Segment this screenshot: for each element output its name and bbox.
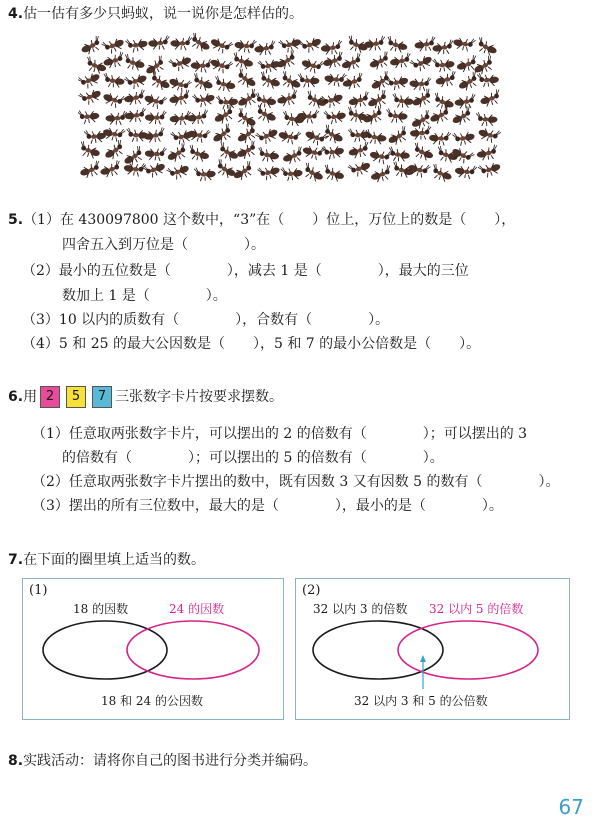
ant-icon — [300, 55, 325, 75]
number-card-5: 5 — [66, 386, 86, 408]
q6-line2: 的倍数有（ ）；可以摆出的 5 的倍数有（ ）。 — [62, 450, 444, 466]
ant-icon — [409, 51, 434, 74]
ant-icon — [478, 89, 502, 108]
ant-icon — [369, 165, 393, 184]
ant-icon — [409, 75, 431, 91]
ant-icon — [454, 162, 477, 180]
ant-icon — [78, 107, 100, 124]
q8-text: 实践活动：请将你自己的图书进行分类并编码。 — [23, 753, 318, 769]
ant-icon — [123, 54, 146, 72]
ant-icon — [127, 127, 149, 142]
ant-icon — [208, 34, 233, 56]
ant-icon — [277, 126, 301, 145]
q7-heading — [8, 551, 205, 569]
ant-icon — [298, 73, 319, 88]
ant-icon — [254, 40, 276, 55]
panel2-bottom-label: 32 以内 3 和 5 的公倍数 — [354, 694, 488, 708]
ant-icon — [214, 76, 237, 93]
ant-icon — [210, 123, 235, 146]
ant-icon — [476, 111, 498, 126]
venn2-right-circle[interactable] — [398, 621, 538, 679]
page-number: 67 — [558, 795, 584, 819]
ant-icon — [84, 56, 108, 75]
q4-line — [8, 5, 303, 23]
q5-number: 5. — [8, 212, 24, 228]
ant-icon — [168, 89, 191, 106]
ant-icon — [216, 142, 241, 163]
panel2-right-label: 32 以内 5 的倍数 — [429, 602, 524, 616]
ant-icon — [476, 144, 499, 161]
venn1-left-circle[interactable] — [43, 621, 167, 679]
venn1-right-circle[interactable] — [127, 621, 259, 679]
ant-icon — [278, 70, 303, 91]
ant-icon — [348, 126, 371, 142]
ant-icon — [105, 110, 127, 125]
panel2-left-label: 32 以内 3 的倍数 — [313, 602, 408, 616]
panel2-tag: (2) — [302, 583, 321, 598]
ant-icon — [321, 124, 346, 145]
ant-icon — [410, 125, 431, 139]
ant-icon — [216, 93, 239, 109]
q4-text: 估一估有多少只蚂蚁，说一说你是怎样估的。 — [23, 6, 304, 22]
ant-icon — [168, 52, 193, 73]
ant-icon — [432, 39, 454, 54]
ant-icon — [187, 144, 211, 162]
panel1-left-label: 18 的因数 — [73, 602, 129, 616]
q5-line1 — [8, 211, 515, 229]
ant-icon — [191, 73, 215, 93]
q6-number: 6. — [8, 389, 24, 405]
q7-number: 7. — [8, 552, 24, 568]
ant-icon — [475, 36, 500, 57]
ant-icon — [148, 35, 169, 49]
ant-icon — [386, 72, 410, 91]
ant-icon — [386, 108, 407, 122]
ant-icon — [388, 147, 410, 162]
ant-icon — [234, 123, 259, 145]
ant-icon — [432, 56, 455, 73]
ant-icon — [190, 57, 212, 73]
ant-icon — [456, 71, 481, 93]
ant-icon — [144, 145, 166, 161]
ant-icon — [78, 141, 102, 160]
q6-pre: 用 — [23, 389, 38, 405]
ant-icon — [477, 71, 499, 87]
q8-line — [8, 752, 317, 770]
ant-icon — [452, 128, 476, 147]
ant-icon — [428, 105, 453, 126]
number-card-2: 2 — [40, 386, 60, 408]
ant-icon — [432, 92, 456, 111]
venn-panel-2 — [295, 578, 570, 720]
number-card-7: 7 — [92, 386, 112, 408]
q6-line4: （3）摆出的所有三位数中，最大的是（ ），最小的是（ ）。 — [32, 498, 503, 514]
q4-number: 4. — [8, 6, 24, 22]
ant-icon — [124, 70, 149, 91]
q5-line3: （2）最小的五位数是（ ），减去 1 是（ ），最大的三位 — [22, 263, 469, 279]
ant-icon — [166, 160, 191, 182]
ant-icon — [258, 71, 282, 90]
ant-icon — [209, 54, 234, 75]
ant-icon — [121, 145, 146, 167]
ant-icon — [322, 142, 345, 160]
ant-icon — [385, 125, 410, 146]
ant-icon — [281, 165, 304, 182]
ant-icon — [298, 33, 323, 55]
ant-icon — [255, 124, 280, 146]
ant-icon — [102, 139, 127, 161]
q6-post: 三张数字卡片按要求摆数。 — [115, 389, 284, 405]
ants-group — [78, 33, 502, 184]
ant-icon — [78, 69, 102, 91]
ant-icon — [254, 104, 279, 124]
ant-icon — [301, 142, 325, 162]
ant-icon — [341, 72, 364, 90]
q5-line5: （3）10 以内的质数有（ ），合数有（ ）。 — [22, 312, 390, 328]
ant-icon — [347, 157, 372, 178]
ant-icon — [188, 33, 213, 54]
q6-heading — [8, 386, 283, 408]
q5-line4: 数加上 1 是（ ）。 — [62, 288, 227, 304]
ant-icon — [322, 164, 346, 183]
ant-icon — [235, 88, 260, 110]
ant-icon — [143, 90, 168, 111]
ant-icon — [79, 35, 104, 56]
pointer-arrow-icon — [420, 655, 426, 662]
ant-icon — [78, 160, 102, 179]
q8-number: 8. — [8, 753, 24, 769]
ant-swarm-illustration — [78, 33, 510, 185]
ant-icon — [144, 109, 166, 125]
ant-icon — [477, 124, 502, 144]
ant-icon — [165, 142, 190, 163]
ant-icon — [142, 158, 167, 179]
ant-icon — [170, 35, 192, 50]
ant-icon — [276, 89, 299, 107]
ant-icon — [389, 53, 411, 69]
ant-icon — [101, 124, 125, 144]
ant-icon — [434, 71, 457, 88]
ant-icon — [478, 158, 503, 179]
ant-icon — [194, 166, 216, 182]
ant-icon — [125, 35, 149, 53]
ant-icon — [450, 106, 475, 127]
ant-icon — [406, 159, 430, 179]
ant-icon — [231, 52, 255, 70]
ant-icon — [78, 85, 103, 107]
q6-line1: （1）任意取两张数字卡片，可以摆出的 2 的倍数有（ ）；可以摆出的 3 — [32, 426, 528, 442]
ant-icon — [321, 40, 342, 55]
ant-icon — [411, 142, 435, 162]
ant-icon — [367, 51, 392, 71]
q5-line6: （4）5 和 25 的最大公因数是（ ），5 和 7 的最小公倍数是（ ）。 — [22, 336, 481, 352]
ant-icon — [347, 141, 370, 159]
ant-icon — [187, 125, 211, 144]
ant-icon — [324, 107, 347, 125]
ant-icon — [365, 129, 387, 145]
ant-icon — [143, 127, 165, 143]
venn-panel-1 — [22, 578, 284, 720]
ant-icon — [258, 147, 280, 163]
ant-icon — [192, 89, 216, 108]
ant-icon — [278, 34, 303, 55]
ant-icon — [234, 107, 259, 129]
ant-icon — [234, 68, 259, 90]
ant-icon — [148, 71, 173, 92]
ant-icon — [102, 51, 125, 69]
ant-icon — [255, 92, 277, 108]
q5-line2: 四舍五入到万位是（ ）。 — [62, 237, 265, 253]
ant-icon — [340, 53, 364, 72]
ant-icon — [234, 140, 259, 161]
ant-icon — [301, 162, 326, 183]
ant-icon — [392, 93, 413, 108]
ant-icon — [365, 89, 390, 110]
ant-icon — [303, 126, 328, 148]
ant-icon — [187, 109, 209, 124]
ant-icon — [84, 127, 107, 144]
ant-icon — [452, 34, 476, 53]
ant-icon — [99, 160, 123, 179]
ant-icon — [103, 73, 125, 88]
ant-icon — [410, 88, 435, 110]
panel1-tag: (1) — [29, 583, 48, 598]
panel1-bottom-label: 18 和 24 的公因数 — [101, 694, 203, 708]
ant-icon — [125, 108, 146, 122]
panel1-right-label: 24 的因数 — [169, 602, 225, 616]
ant-icon — [347, 91, 370, 108]
ant-icon — [321, 51, 345, 69]
ant-icon — [257, 162, 281, 182]
ant-icon — [281, 146, 305, 165]
ant-icon — [430, 163, 454, 183]
ant-icon — [101, 89, 126, 110]
ant-icon — [320, 89, 345, 110]
ant-icon — [101, 34, 126, 56]
q7-text: 在下面的圈里填上适当的数。 — [23, 552, 206, 568]
ant-icon — [454, 94, 476, 109]
ant-icon — [368, 146, 392, 165]
ant-icon — [385, 36, 408, 54]
ant-icon — [274, 50, 299, 72]
ant-icon — [234, 36, 257, 54]
ant-icon — [123, 89, 145, 105]
ant-icon — [231, 160, 256, 182]
q5-sub1-text: （1）在 430097800 这个数中，“3”在（ ）位上，万位上的数是（ ）， — [23, 212, 516, 228]
ant-icon — [428, 130, 451, 147]
q6-line3: （2）任意取两张数字卡片摆出的数中，既有因数 3 又有因数 5 的数有（ ）。 — [32, 474, 560, 490]
